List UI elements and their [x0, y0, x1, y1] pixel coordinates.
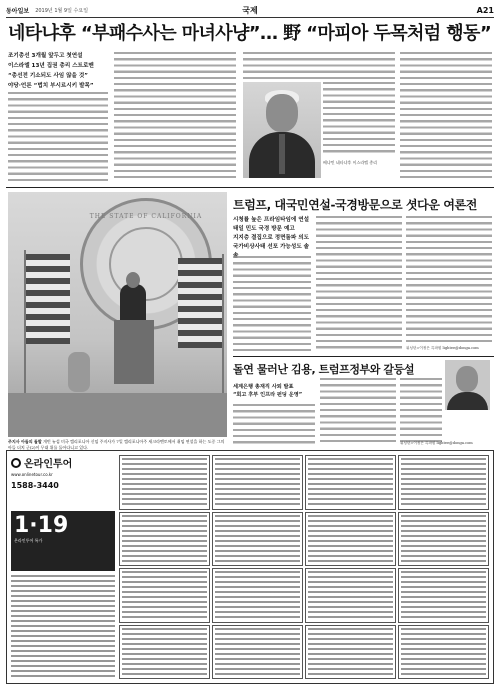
flag-right	[178, 258, 222, 348]
ad-listing	[398, 512, 489, 567]
section-name: 국제	[242, 6, 258, 15]
ad-listing	[305, 455, 396, 510]
ad-listing-grid	[119, 455, 489, 679]
ad-listing-column	[11, 575, 115, 679]
story2-body-column	[233, 256, 311, 352]
issue-date: 2019년 1월 9일 수요일	[35, 8, 89, 14]
section-divider	[233, 356, 494, 357]
story2-subhead: 태일 민도 국경 방문 예고	[233, 226, 295, 232]
child-figure	[68, 352, 90, 392]
lead-summary-line: 조기총선 3개월 앞두고 첫연설	[8, 53, 83, 59]
ad-listing	[305, 568, 396, 623]
lead-body-column	[8, 92, 108, 182]
flag-left	[26, 254, 70, 344]
story3-subheads	[233, 383, 315, 399]
lead-headline: 네타냐후 “부패수사는 마녀사냥”… 野 “마피아 두목처럼 행동”	[8, 23, 492, 44]
lead-summary-line: 이스라엘 13년 집권 총리 스트로맨	[8, 63, 94, 69]
ad-phone: 1588-3440	[11, 481, 59, 490]
ad-listing	[305, 625, 396, 680]
ad-listing	[119, 455, 210, 510]
story3-subhead: 세계은행 총재직 사퇴 발표	[233, 384, 294, 390]
ad-listing	[212, 455, 303, 510]
lead-summary-line: 야당·언론 “법치 부시르시키 발목”	[8, 83, 94, 89]
netanyahu-photo	[243, 82, 321, 178]
lead-body-column	[243, 52, 395, 80]
story2-subhead: 지지층 결집으로 정면돌파 의도	[233, 235, 310, 241]
photo-caption-title: 주지사 아들의 돌발	[8, 439, 42, 444]
ad-listing	[212, 512, 303, 567]
ad-promo	[11, 511, 115, 571]
story3-byline: 워싱턴=이정은 특파원 lightee@donga.com	[400, 441, 473, 445]
story2-subhead: 시청률 높은 프라임타임에 연설	[233, 217, 310, 223]
story3-headline: 돌연 물러난 김용, 트럼프정부와 갈등설	[233, 363, 415, 376]
page-header	[6, 4, 494, 18]
ad-brand-name: 온라인투어	[24, 459, 73, 470]
story3-subhead: “회고 후부 인프라 펀딩 운영”	[233, 392, 303, 398]
story2-subhead: 국가비상사태 선포 가능성도 솔	[233, 244, 310, 250]
ad-listing	[305, 512, 396, 567]
podium	[114, 320, 154, 384]
newsom-inauguration-photo	[8, 192, 227, 437]
ad-brand-block	[11, 455, 115, 509]
story2-body-column	[316, 216, 402, 352]
ad-listing	[398, 625, 489, 680]
ad-promo-sub: 온라인투어 특가	[14, 538, 43, 543]
story3-body-column	[400, 378, 442, 444]
lead-summary-line: “총선전 기소되도 사임 않을 것”	[8, 73, 88, 79]
lead-body-column	[114, 52, 236, 182]
lead-photo-caption: 베냐민 네타냐후 이스라엘 총리	[323, 160, 378, 165]
story2-body-column	[406, 216, 492, 344]
california-seal: THE STATE OF CALIFORNIA	[80, 198, 212, 330]
ad-listing	[398, 568, 489, 623]
kim-yong-photo	[445, 360, 490, 410]
globe-icon	[11, 458, 21, 468]
publication-name: 동아일보	[6, 8, 30, 15]
lead-body-column	[400, 52, 492, 180]
ad-listing	[119, 512, 210, 567]
speaker-figure	[120, 284, 146, 324]
ad-listing	[119, 625, 210, 680]
story2-headline: 트럼프, 대국민연설-국경방문으로 셧다운 여론전	[233, 198, 477, 212]
ad-listing	[398, 455, 489, 510]
story2-subheads	[233, 216, 311, 261]
ad-url: www.onlinetour.co.kr	[11, 472, 53, 477]
section-divider	[6, 187, 494, 188]
ad-logo	[11, 455, 115, 470]
lead-summary	[8, 52, 108, 92]
ad-listing	[212, 625, 303, 680]
photo-caption-text: 개빈 뉴섬 미국 캘리포니아 신임 주지사가 7일 캘리포니아주 새크라멘토에서 취임 연설을 하는 도중 그의 아들 더치 군(2)이 무대 위를 돌아다니고 있다.	[8, 439, 225, 450]
story3-body-column	[320, 378, 396, 444]
ad-listing	[212, 568, 303, 623]
story2-byline: 워싱턴=이정은 특파원 lightee@donga.com	[406, 346, 479, 350]
ad-promo-number: 1·19	[14, 513, 69, 538]
page-number: A21	[476, 6, 494, 15]
story3-body-column	[233, 404, 315, 444]
advertisement	[6, 450, 494, 684]
lead-body-column	[323, 82, 395, 156]
ad-listing	[119, 568, 210, 623]
